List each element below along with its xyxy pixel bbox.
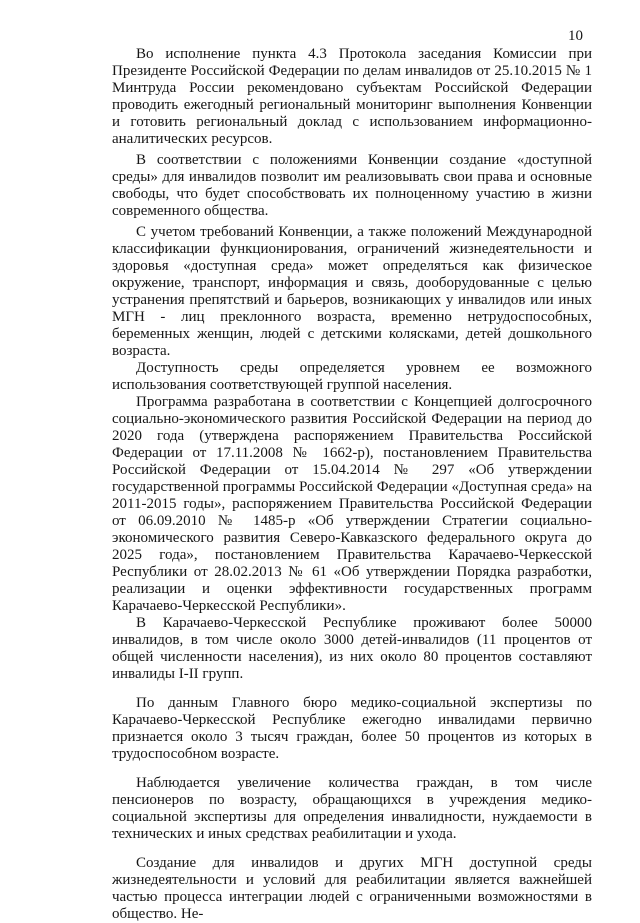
paragraph-program-basis: Программа разработана в соответствии с Концепцией долгосрочного социально-экономического развития Российской Федерации на период до 2020 года (утверждена распоряжением Правительства Российской Федерации от 17.11.2008 № 1662-р), постановлением Правительства Российской Федерации от 15.04.2014 № 297 «Об утверждении государственной программы Российской Федерации «Доступная среда» на 2011-2015 годы», распоряжением Правительства Российской Федерации от 06.09.2010 № 1485-р «Об утверждении Стратегии социально-экономического развития Северо-Кавказского федерального округа до 2025 года», постановлением Правительства Карачаево-Черкесской Республики от 28.02.2013 № 61 «Об утверждении Порядка разработки, реализации и оценки эффективности государственных программ Карачаево-Черкесской Республики».	[112, 394, 592, 614]
document-body	[112, 46, 592, 923]
paragraph-accessibility-level: Доступность среды определяется уровнем ее возможного использования соответствующей группой населения.	[112, 360, 592, 393]
paragraph-bureau-data: По данным Главного бюро медико-социальной экспертизы по Карачаево-Черкесской Республике ежегодно инвалидами первично признается около 3 тысяч граждан, более 50 процентов из которых в трудоспособном возрасте.	[112, 695, 592, 762]
paragraph-monitoring: Во исполнение пункта 4.3 Протокола заседания Комиссии при Президенте Российской Федерации по делам инвалидов от 25.10.2015 № 1 Минтруда России рекомендовано субъектам Российской Федерации проводить ежегодный региональный мониторинг выполнения Конвенции и готовить региональный доклад с использованием информационно-аналитических ресурсов.	[112, 46, 592, 147]
paragraph-definition: С учетом требований Конвенции, а также положений Международной классификации функционирования, ограничений жизнедеятельности и здоровья «доступная среда» может определяться как физическое окружение, транспорт, информация и связь, дооборудованные с целью устранения препятствий и барьеров, возникающих у инвалидов или иных МГН - лиц преклонного возраста, временно нетрудоспособных, беременных женщин, людей с детскими колясками, детей дошкольного возраста.	[112, 224, 592, 359]
paragraph-integration: Создание для инвалидов и других МГН доступной среды жизнедеятельности и условий для реабилитации является важнейшей частью процесса интеграции людей с ограниченными возможностями в общество. Не-	[112, 855, 592, 922]
paragraph-accessible-environment: В соответствии с положениями Конвенции создание «доступной среды» для инвалидов позволит им реализовывать свои права и основные свободы, что будет способствовать их полноценному участию в жизни современного общества.	[112, 152, 592, 219]
paragraph-increase: Наблюдается увеличение количества граждан, в том числе пенсионеров по возрасту, обращающихся в учреждения медико-социальной экспертизы для определения инвалидности, нуждаемости в технических и иных средствах реабилитации и ухода.	[112, 775, 592, 842]
page-number: 10	[568, 28, 583, 44]
paragraph-statistics: В Карачаево-Черкесской Республике проживают более 50000 инвалидов, в том числе около 3000 детей-инвалидов (11 процентов от общей численности населения), из них около 80 процентов составляют инвалиды I-II групп.	[112, 615, 592, 682]
